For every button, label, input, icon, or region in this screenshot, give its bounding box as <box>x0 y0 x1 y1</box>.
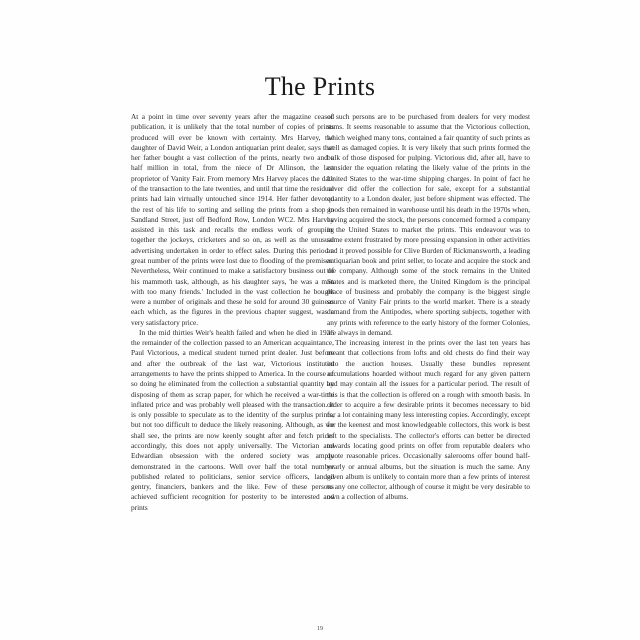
right-text-column <box>327 112 530 503</box>
paragraph: The increasing interest in the prints over the last ten years has meant that collections from lofts and old chests do find their way into the auction houses. Usually these bundles represent accumulations hoarded without much regard for any given pattern and may contain all the issues for a particular period. The result of this is that the collection is offered on a rough with smooth basis. In order to acquire a few desirable prints it becomes necessary to bid for a lot containing many less interesting copies. Accordingly, except for the keenest and most knowledgeable collectors, this work is best left to the specialists. The collector's efforts can better be directed towards locating good prints on offer from reputable dealers who quote reasonable prices. Occasionally salerooms offer bound half-yearly or annual albums, but the situation is much the same. Any given album is unlikely to contain more than a few prints of interest to any one collector, although of course it might be very desirable to own a collection of albums. <box>327 338 530 502</box>
paragraph: In the mid thirties Weir's health failed and when he died in 1936 the remainder of the collection passed to an American acquaintance, Paul Victorious, a medical student turned print dealer. Just before and after the outbreak of the last war, Victorious instituted arrangements to have the prints shipped to America. In the course of so doing he eliminated from the collection a substantial quantity by disposing of them as scrap paper, for which he received a war-time inflated price and was probably well pleased with the transaction. It is only possible to speculate as to the identity of the surplus prints, but not too difficult to deduce the likely reasoning. Although, as we shall see, the prints are now keenly sought after and fetch prices accordingly, this does not apply universally. The Victorian and Edwardian obsession with the ordered society was amply demonstrated in the cartoons. Well over half the total number published related to politicians, senior service officers, landed gentry, financiers, bankers and the like. Few of these persons achieved sufficient recognition for posterity to be interested and prints <box>131 327 334 512</box>
left-text-column <box>131 112 334 513</box>
paragraph: At a point in time over seventy years after the magazine ceased publication, it is unlikely that the total number of copies of prints produced will ever be known with certainty. Mrs Harvey, the daughter of David Weir, a London antiquarian print dealer, says that her father bought a vast collection of the prints, nearly two and a half million in total, from the niece of Dr Allinson, the last proprietor of Vanity Fair. From memory Mrs Harvey places the date of the transaction to the late twenties, and until that time the residual prints had lain virtually untouched since 1914. Her father devoted the rest of his life to sorting and selling the prints from a shop in Sandland Street, just off Bedford Row, London WC2. Mrs Harvey assisted in this task and recalls the endless work of grouping together the jockeys, cricketers and so on, as well as the unusual advertising undertaken in order to effect sales. During this period a great number of the prints were lost due to flooding of the premises. Nevertheless, Weir continued to make a satisfactory business out of his mammoth task, although, as his daughter says, 'he was a man with too many friends.' Included in the vast collection he bought were a number of originals and these he sold for around 30 guineas each which, as the figures in the previous chapter suggest, was a very satisfactory price. <box>131 112 334 327</box>
page-number: 19 <box>317 626 323 632</box>
page-title: The Prints <box>264 72 376 101</box>
paragraph: of such persons are to be purchased from dealers for very modest sums. It seems reasonable to assume that the Victorious collection, which weighed many tons, contained a fair quantity of such prints as well as damaged copies. It is very likely that such prints formed the bulk of those disposed for pulping. Victorious did, after all, have to consider the equation relating the likely value of the prints in the United States to the war-time shipping charges. In point of fact he never did offer the collection for sale, except for a substantial quantity to a London dealer, just before shipment was effected. The goods then remained in warehouse until his death in the 1970s when, having acquired the stock, the persons concerned formed a company in the United States to market the prints. This endeavour was to some extent frustrated by more pressing expansion in other activities and it proved possible for Clive Burden of Rickmansworth, a leading antiquarian book and print seller, to locate and acquire the stock and the company. Although some of the stock remains in the United States and is marketed there, the United Kingdom is the principal place of business and probably the company is the biggest single source of Vanity Fair prints to the world market. There is a steady demand from the Antipodes, where sporting subjects, together with any prints with reference to the early history of the former Colonies, are always in demand. <box>327 112 530 337</box>
